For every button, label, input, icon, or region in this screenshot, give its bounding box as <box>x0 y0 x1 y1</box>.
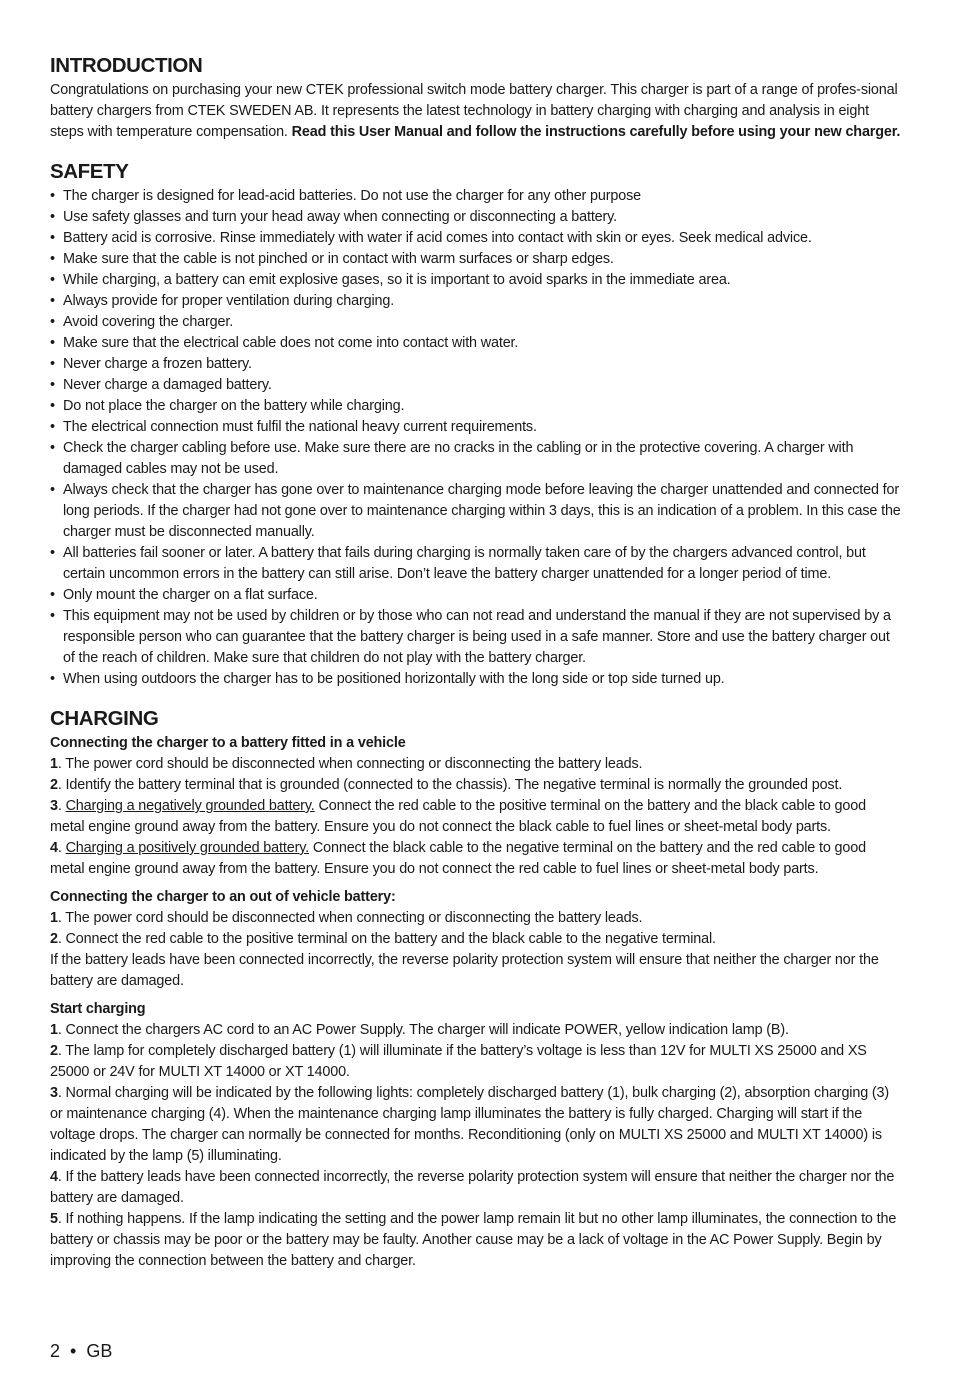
introduction-section <box>50 52 902 143</box>
list-item: • Always check that the charger has gone over to maintenance charging mode before leaving the charger unattended and connected for long periods. If the charger had not gone over to maintenance charging within 3 days, this is an indication of a problem. In this case the charger must be disconnected manually. <box>50 480 902 543</box>
list-item: • The charger is designed for lead-acid batteries. Do not use the charger for any other purpose <box>50 186 902 207</box>
step-text: . Normal charging will be indicated by the following lights: completely discharged battery (1), bulk charging (2), absorption charging (3) or maintenance charging (4). When the maintenance charging lamp illuminates the battery is fully charged. Charging will start if the voltage drops. The charger can normally be connected for months. Reconditioning (only on MULTI XS 25000 and MULTI XT 14000) is indicated by the lamp (5) illuminating. <box>50 1085 890 1164</box>
introduction-text <box>50 80 902 143</box>
step-number: 5 <box>50 1211 58 1227</box>
list-item: • Always provide for proper ventilation during charging. <box>50 291 902 312</box>
start-step <box>50 1209 902 1272</box>
step-number: 1 <box>50 756 58 772</box>
step-number: 1 <box>50 1022 58 1038</box>
page-content <box>50 52 902 1272</box>
introduction-body: Congratulations on purchasing your new CTEK professional switch mode battery charger. This charger is part of a range of profes-sional battery chargers from CTEK SWEDEN AB. It represents the latest technology in battery charging with charging and analysis in eight steps with temperature compensation. <box>50 82 898 140</box>
list-item: • When using outdoors the charger has to be positioned horizontally with the long side or top side turned up. <box>50 669 902 690</box>
list-item: • Do not place the charger on the battery while charging. <box>50 396 902 417</box>
step-text: . The lamp for completely discharged battery (1) will illuminate if the battery’s voltage is less than 12V for MULTI XS 25000 and XS 25000 or 24V for MULTI XT 14000 or XT 14000. <box>50 1043 867 1080</box>
charging-heading: CHARGING <box>50 707 159 730</box>
step-text: . The power cord should be disconnected when connecting or disconnecting the battery leads. <box>57 756 643 772</box>
list-item: • While charging, a battery can emit explosive gases, so it is important to avoid sparks in the immediate area. <box>50 270 902 291</box>
list-item: • Check the charger cabling before use. Make sure there are no cracks in the cabling or in the protective covering. A charger with damaged cables may not be used. <box>50 438 902 480</box>
step-number: 3 <box>50 798 58 814</box>
list-item: • Avoid covering the charger. <box>50 312 902 333</box>
start-step <box>50 1041 902 1083</box>
list-item: • Make sure that the electrical cable does not come into contact with water. <box>50 333 902 354</box>
footer-separator: • <box>70 1341 77 1361</box>
step-text: . Identify the battery terminal that is grounded (connected to the chassis). The negative terminal is normally the grounded post. <box>57 777 843 793</box>
introduction-heading: INTRODUCTION <box>50 54 203 77</box>
vehicle-step <box>50 838 902 880</box>
vehicle-step <box>50 775 902 796</box>
step-number: 4 <box>50 1169 58 1185</box>
step-underlined-title: Charging a negatively grounded battery. <box>65 798 315 814</box>
step-number: 2 <box>50 931 58 947</box>
introduction-bold-note: Read this User Manual and follow the instructions carefully before using your new charger. <box>291 124 901 140</box>
vehicle-step <box>50 796 902 838</box>
list-item: • Never charge a frozen battery. <box>50 354 902 375</box>
step-number: 2 <box>50 1043 58 1059</box>
step-text: Connect the black cable to the negative terminal on the battery and the red cable to good metal engine ground away from the battery. Ensure you do not connect the red cable to fuel lines or sheet-metal body parts. <box>50 840 866 877</box>
charging-section <box>50 705 902 1272</box>
vehicle-step <box>50 754 902 775</box>
step-number: 4 <box>50 840 58 856</box>
list-item: • Make sure that the cable is not pinched or in contact with warm surfaces or sharp edges. <box>50 249 902 270</box>
list-item: • This equipment may not be used by children or by those who can not read and understand the manual if they are not supervised by a responsible person who can guarantee that the battery charger is being used in a safe manner. Store and use the battery charger out of the reach of children. Make sure that children do not play with the battery charger. <box>50 606 902 669</box>
safety-list <box>50 186 902 690</box>
step-text: . Connect the red cable to the positive terminal on the battery and the black cable to the negative terminal. <box>57 931 716 947</box>
out-of-vehicle-step <box>50 929 902 950</box>
step-text: . The power cord should be disconnected when connecting or disconnecting the battery leads. <box>57 910 643 926</box>
step-text: . If the battery leads have been connected incorrectly, the reverse polarity protection system will ensure that neither the charger nor the battery are damaged. <box>50 1169 895 1206</box>
list-item: • Use safety glasses and turn your head away when connecting or disconnecting a battery. <box>50 207 902 228</box>
list-item: • Battery acid is corrosive. Rinse immediately with water if acid comes into contact with skin or eyes. Seek medical advice. <box>50 228 902 249</box>
step-text: . If nothing happens. If the lamp indicating the setting and the power lamp remain lit but no other lamp illuminates, the connection to the battery or chassis may be poor or the battery may be faulty. Another cause may be a lack of voltage in the AC Power Supply. Begin by improving the connection between the battery and charger. <box>50 1211 897 1269</box>
polarity-note: If the battery leads have been connected incorrectly, the reverse polarity protection system will ensure that neither the charger nor the battery are damaged. <box>50 952 879 989</box>
start-charging-subheading: Start charging <box>50 1001 146 1017</box>
start-step <box>50 1083 902 1167</box>
safety-section <box>50 158 902 690</box>
list-item: • The electrical connection must fulfil the national heavy current requirements. <box>50 417 902 438</box>
list-item: • Never charge a damaged battery. <box>50 375 902 396</box>
step-number: 2 <box>50 777 58 793</box>
out-of-vehicle-step <box>50 908 902 929</box>
language-code: GB <box>86 1341 113 1361</box>
start-step <box>50 1167 902 1209</box>
step-text: . Connect the chargers AC cord to an AC Power Supply. The charger will indicate POWER, yellow indication lamp (B). <box>57 1022 789 1038</box>
list-item: • Only mount the charger on a flat surface. <box>50 585 902 606</box>
step-separator: . <box>57 840 66 856</box>
vehicle-subheading: Connecting the charger to a battery fitted in a vehicle <box>50 735 406 751</box>
page-number: 2 <box>50 1341 61 1361</box>
step-separator: . <box>57 798 66 814</box>
out-of-vehicle-subheading: Connecting the charger to an out of vehicle battery: <box>50 889 396 905</box>
start-step <box>50 1020 902 1041</box>
step-text: Connect the red cable to the positive terminal on the battery and the black cable to good metal engine ground away from the battery. Ensure you do not connect the black cable to fuel lines or sheet-metal body parts. <box>50 798 866 835</box>
safety-heading: SAFETY <box>50 160 129 183</box>
page-footer <box>50 1339 112 1363</box>
step-number: 3 <box>50 1085 58 1101</box>
step-number: 1 <box>50 910 58 926</box>
list-item: • All batteries fail sooner or later. A battery that fails during charging is normally taken care of by the chargers advanced control, but certain uncommon errors in the battery can still arise. Don’t leave the battery charger unattended for a longer period of time. <box>50 543 902 585</box>
step-underlined-title: Charging a positively grounded battery. <box>65 840 310 856</box>
